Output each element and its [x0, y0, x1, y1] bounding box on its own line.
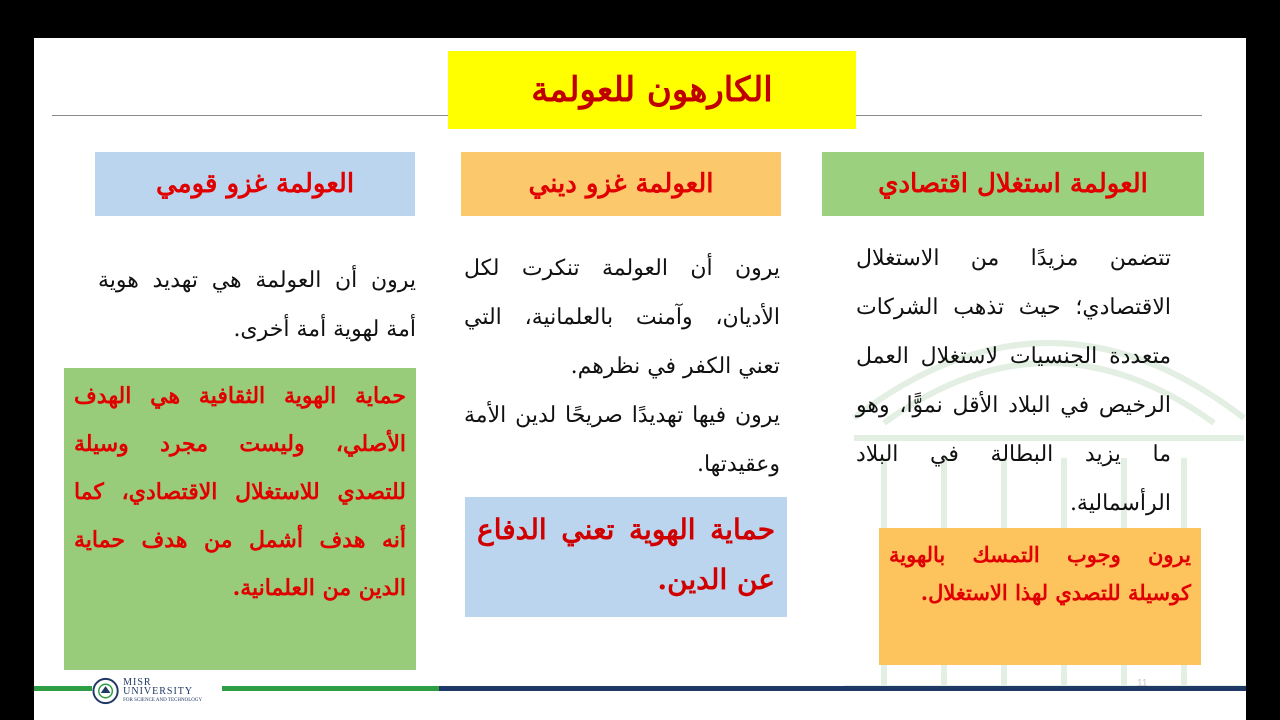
national-conclusion-box: حماية الهوية الثقافية هي الهدف الأصلي، وليست مجرد وسيلة للتصدي للاستغلال الاقتصادي، كما أنه هدف أشمل من هدف حماية الدين من العلمانية.	[64, 368, 416, 670]
logo-text-line2: FOR SCIENCE AND TECHNOLOGY	[123, 697, 203, 703]
slide-title: الكارهون للعولمة	[448, 51, 856, 129]
national-body-text: يرون أن العولمة هي تهديد هوية أمة لهوية أمة أخرى.	[98, 268, 416, 342]
religious-body-paragraph-1: يرون أن العولمة تنكرت لكل الأديان، وآمنت بالعلمانية، التي تعني الكفر في نظرهم.	[464, 256, 780, 379]
religious-body-text	[464, 244, 780, 489]
slide	[34, 38, 1246, 720]
logo-text-line1: MISR UNIVERSITY	[123, 676, 194, 697]
page-number: 11	[1137, 678, 1148, 689]
heading-national-invasion: العولمة غزو قومي	[95, 152, 415, 216]
footer-bar-navy	[439, 686, 1246, 691]
heading-economic-exploitation: العولمة استغلال اقتصادي	[822, 152, 1204, 216]
religious-conclusion-box: حماية الهوية تعني الدفاع عن الدين.	[465, 497, 787, 617]
economic-conclusion-box: يرون وجوب التمسك بالهوية كوسيلة للتصدي لهذا الاستغلال.	[879, 528, 1201, 665]
university-logo	[92, 674, 222, 708]
religious-body-paragraph-2: يرون فيها تهديدًا صريحًا لدين الأمة وعقيدتها.	[464, 403, 780, 477]
heading-religious-invasion: العولمة غزو ديني	[461, 152, 781, 216]
economic-body-text: تتضمن مزيدًا من الاستغلال الاقتصادي؛ حيث تذهب الشركات متعددة الجنسيات لاستغلال العمل الرخيص في البلاد الأقل نموًّا، وهو ما يزيد البطالة في البلاد الرأسمالية.	[856, 246, 1171, 516]
university-seal-icon	[92, 677, 119, 705]
